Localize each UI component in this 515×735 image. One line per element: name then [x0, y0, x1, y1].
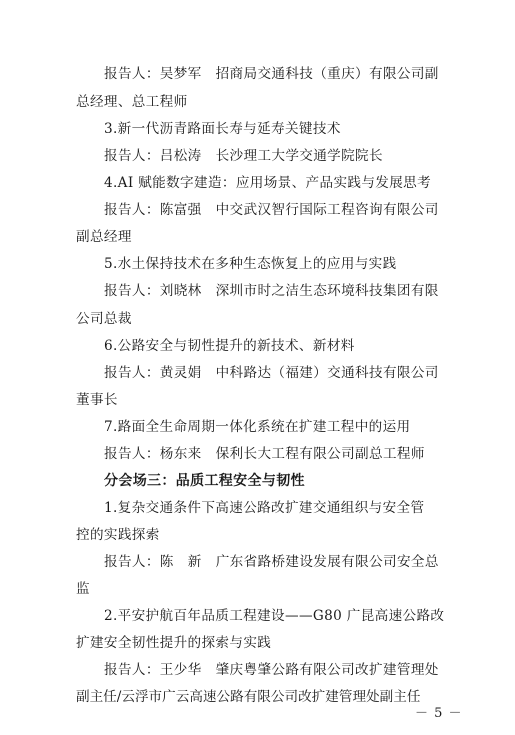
speaker-yang-donglai: 报告人：杨东来 保利长大工程有限公司副总工程师: [104, 446, 425, 462]
speaker-wu-mengjun-cont: 总经理、总工程师: [76, 94, 188, 110]
talk-title-3: 3.新一代沥青路面长寿与延寿关键技术: [104, 121, 341, 137]
speaker-huang-lingjuan: 报告人：黄灵娟 中科路达（福建）交通科技有限公司: [104, 365, 439, 381]
speaker-liu-xiaolin: 报告人：刘晓林 深圳市时之洁生态环境科技集团有限: [104, 283, 439, 299]
talk-title-4: 4.AI 赋能数字建造：应用场景、产品实践与发展思考: [104, 175, 432, 191]
speaker-liu-xiaolin-cont: 公司总裁: [76, 311, 132, 327]
talk-title-5: 5.水土保持技术在多种生态恢复上的应用与实践: [104, 256, 397, 272]
speaker-chen-xin-cont: 监: [76, 581, 90, 597]
talk-title-1: 1.复杂交通条件下高速公路改扩建交通组织与安全管: [104, 500, 425, 516]
speaker-lv-songtao: 报告人：吕松涛 长沙理工大学交通学院院长: [104, 148, 383, 164]
speaker-wang-shaohua-cont: 副主任/云浮市广云高速公路有限公司改扩建管理处副主任: [76, 689, 421, 705]
talk-title-1-cont: 控的实践探索: [76, 527, 160, 543]
talk-title-2: 2.平安护航百年品质工程建设——G80 广昆高速公路改: [104, 608, 445, 624]
speaker-chen-xin: 报告人：陈 新 广东省路桥建设发展有限公司安全总: [104, 554, 439, 570]
speaker-wang-shaohua: 报告人：王少华 肇庆粤肇公路有限公司改扩建管理处: [104, 662, 439, 678]
speaker-huang-lingjuan-cont: 董事长: [76, 392, 118, 408]
talk-title-6: 6.公路安全与韧性提升的新技术、新材料: [104, 338, 355, 354]
speaker-wu-mengjun: 报告人：吴梦军 招商局交通科技（重庆）有限公司副: [104, 66, 439, 82]
speaker-chen-fuqiang-cont: 副总经理: [76, 229, 132, 245]
page-number: － 5 －: [415, 706, 463, 721]
speaker-chen-fuqiang: 报告人：陈富强 中交武汉智行国际工程咨询有限公司: [104, 202, 439, 218]
talk-title-7: 7.路面全生命周期一体化系统在扩建工程中的运用: [104, 419, 411, 435]
talk-title-2-cont: 扩建安全韧性提升的探索与实践: [76, 635, 272, 651]
section-heading-venue-3: 分会场三：品质工程安全与韧性: [104, 473, 305, 489]
